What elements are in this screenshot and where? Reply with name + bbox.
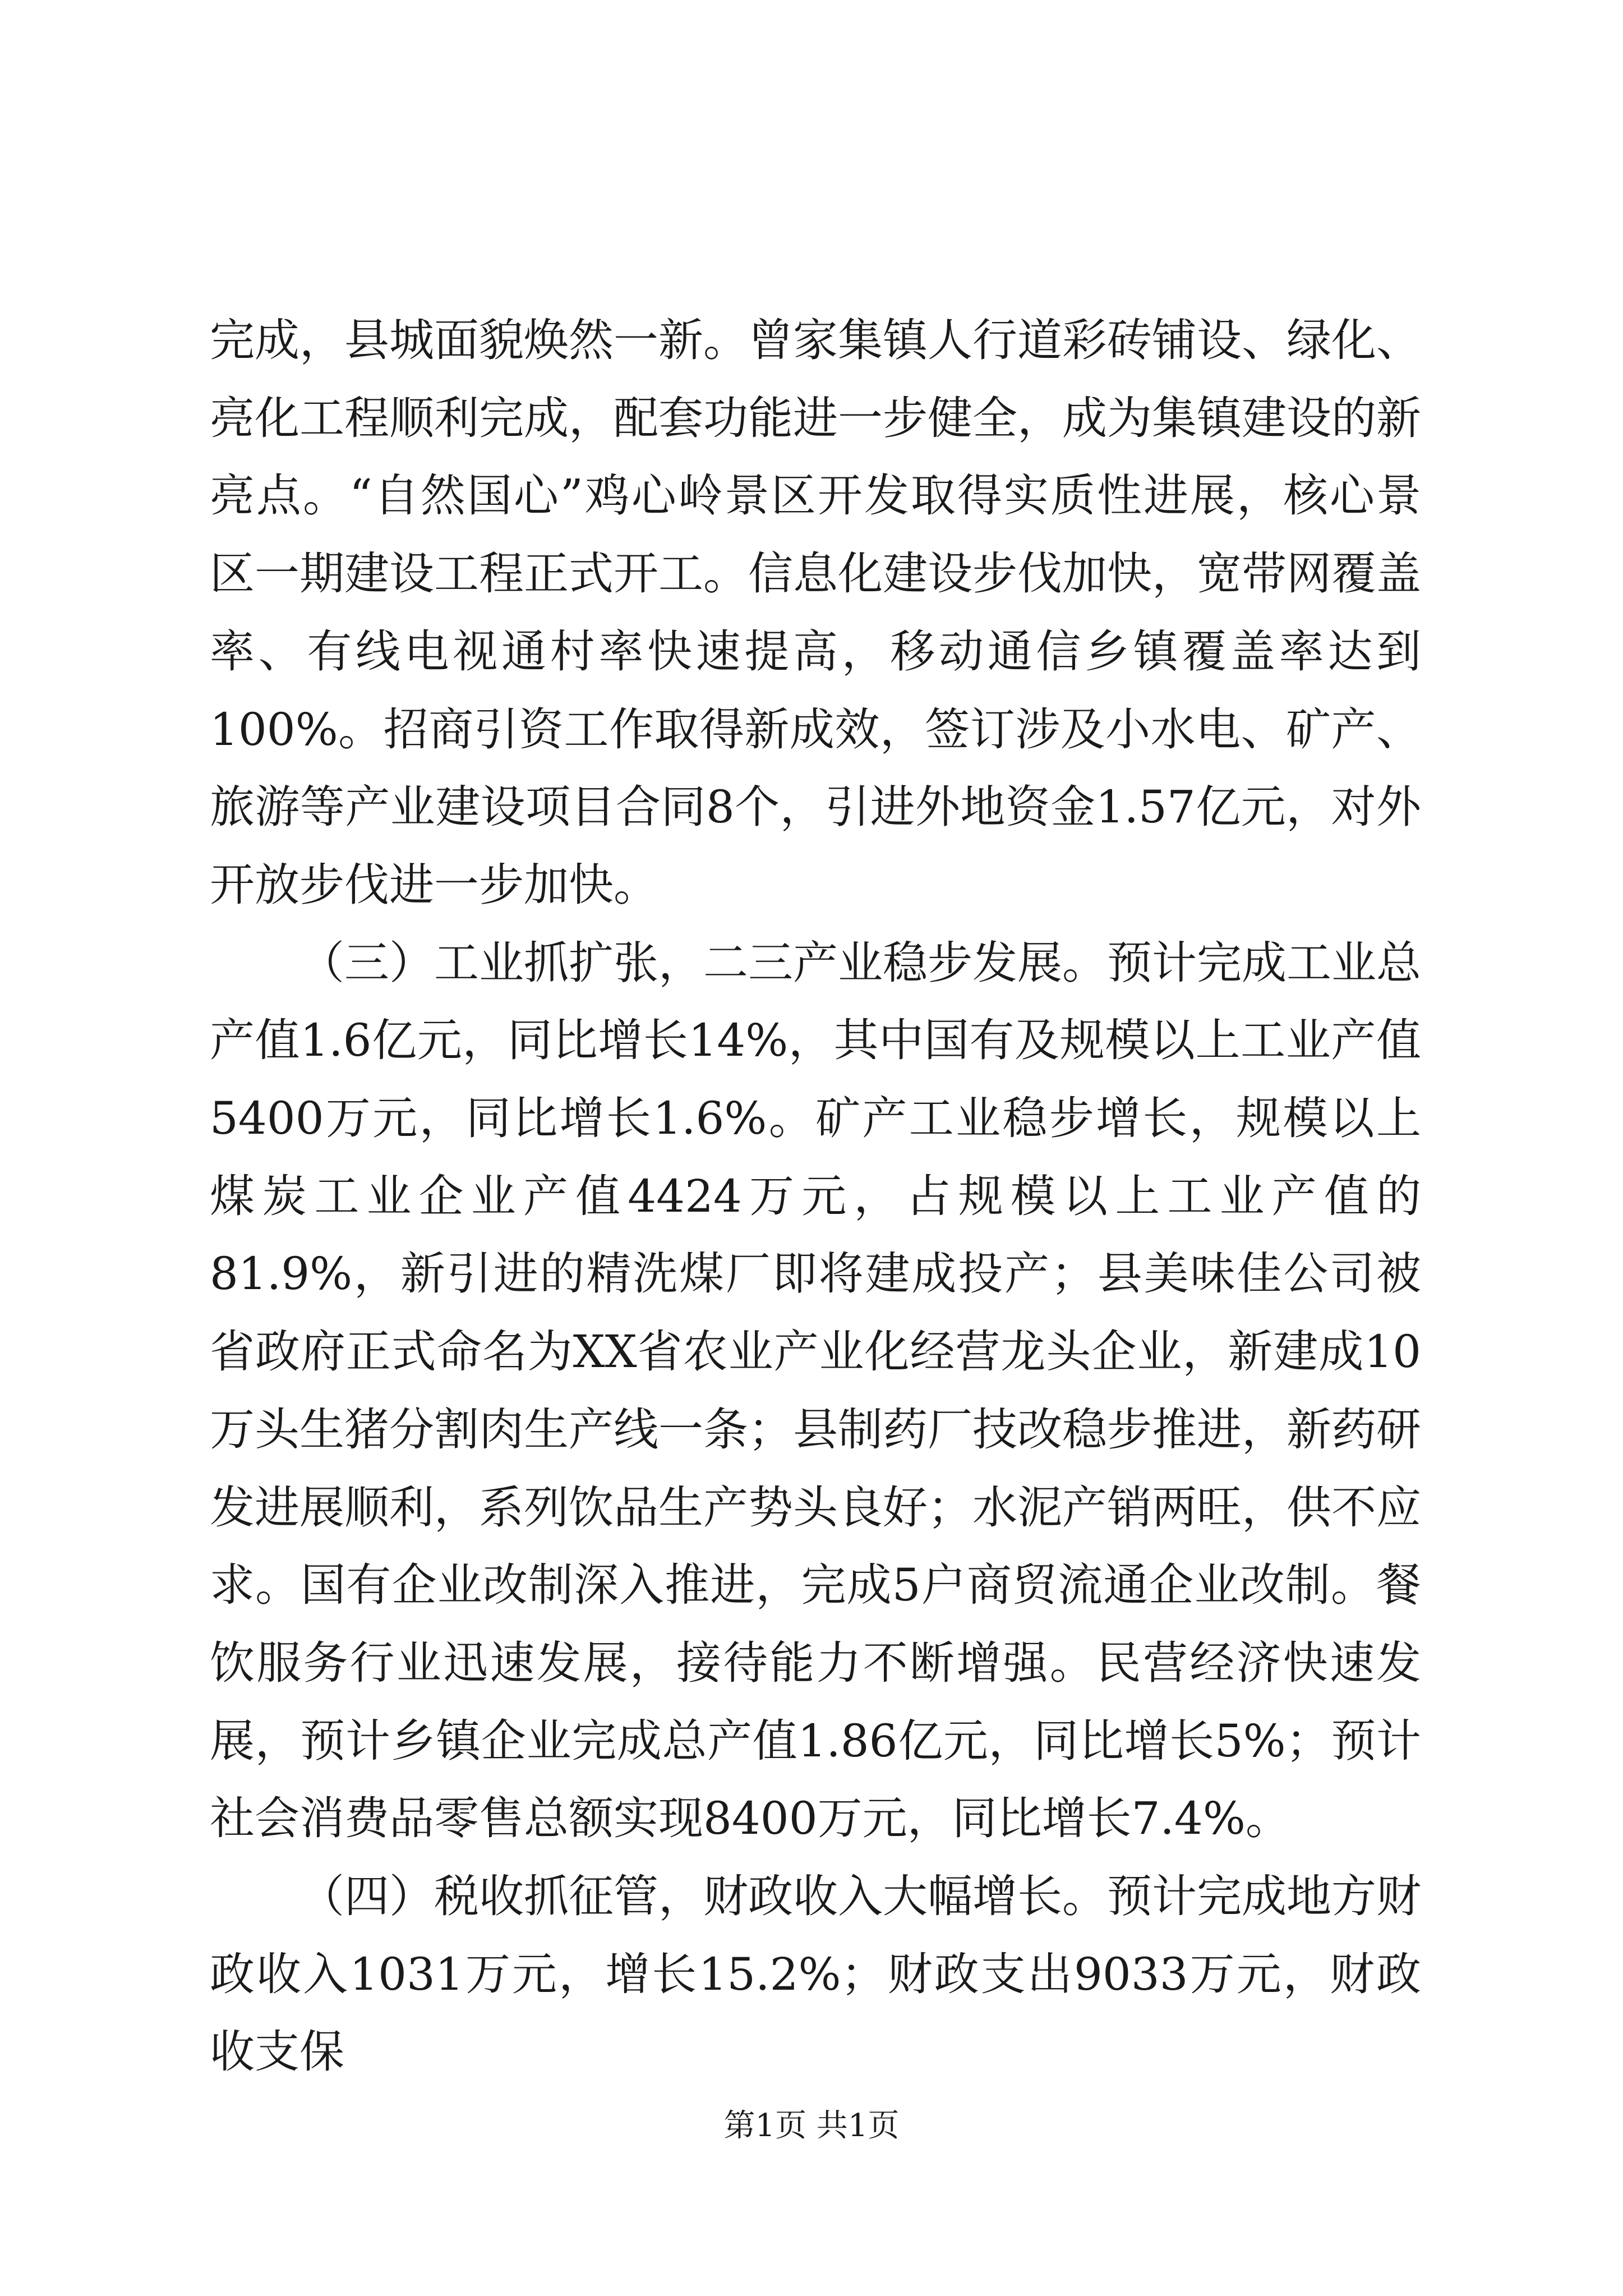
paragraph-1: 完成，县城面貌焕然一新。曾家集镇人行道彩砖铺设、绿化、亮化工程顺利完成，配套功能进一步健全，成为集镇建设的新亮点。“自然国心”鸡心岭景区开发取得实质性进展，核心景区一期建设工程正式开工。信息化建设步伐加快，宽带网覆盖率、有线电视通村率快速提高，移动通信乡镇覆盖率达到100%。招商引资工作取得新成效，签订涉及小水电、矿产、旅游等产业建设项目合同8个，引进外地资金1.57亿元，对外开放步伐进一步加快。: [210, 314, 1421, 911]
body-text: [210, 302, 1421, 2091]
paragraph-2: （三）工业抓扩张，二三产业稳步发展。预计完成工业总产值1.6亿元，同比增长14%，其中国有及规模以上工业产值5400万元，同比增长1.6%。矿产工业稳步增长，规模以上煤炭工业企业产值4424万元，占规模以上工业产值的81.9%，新引进的精洗煤厂即将建成投产；县美味佳公司被省政府正式命名为XX省农业产业化经营龙头企业，新建成10万头生猪分割肉生产线一条；县制药厂技改稳步推进，新药研发进展顺利，系列饮品生产势头良好；水泥产销两旺，供不应求。国有企业改制深入推进，完成5户商贸流通企业改制。餐饮服务行业迅速发展，接待能力不断增强。民营经济快速发展，预计乡镇企业完成总产值1.86亿元，同比增长5%；预计社会消费品零售总额实现8400万元，同比增长7.4%。: [210, 936, 1421, 1845]
paragraph-3: （四）税收抓征管，财政收入大幅增长。预计完成地方财政收入1031万元，增长15.2%；财政支出9033万元，财政收支保: [210, 1870, 1421, 2078]
page-number-footer: 第1页 共1页: [723, 2108, 900, 2144]
